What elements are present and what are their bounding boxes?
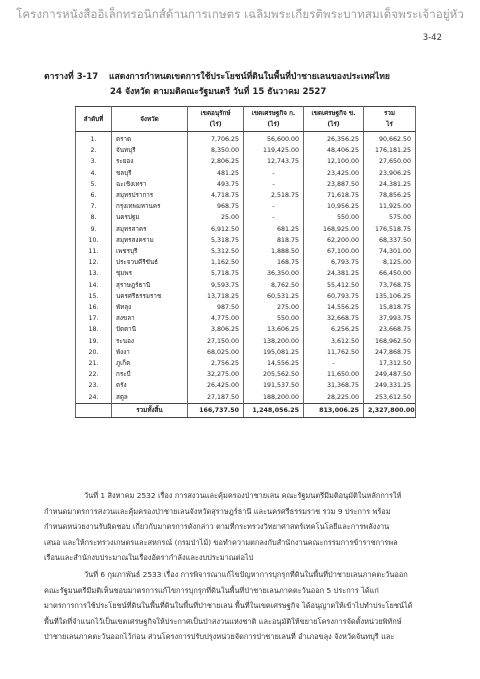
row-total: 23,906.25 — [364, 168, 416, 179]
row-econ-a: 191,537.50 — [244, 380, 304, 391]
row-no: 23. — [76, 380, 112, 391]
row-conservation: 5,318.75 — [188, 235, 244, 246]
row-total: 249,331.25 — [364, 380, 416, 391]
row-econ-a: 550.00 — [244, 313, 304, 324]
paragraph-1 — [44, 488, 436, 566]
row-conservation: 25.00 — [188, 212, 244, 223]
table-body — [76, 132, 416, 404]
row-econ-b: 32,668.75 — [304, 313, 364, 324]
row-province: สมุทรปราการ — [112, 190, 188, 201]
row-province: สมุทรสงคราม — [112, 235, 188, 246]
row-no: 21. — [76, 358, 112, 369]
row-province: จันทบุรี — [112, 145, 188, 156]
row-no: 12. — [76, 257, 112, 268]
row-total: 247,868.75 — [364, 347, 416, 358]
row-province: สุราษฎร์ธานี — [112, 280, 188, 291]
row-province: สงขลา — [112, 313, 188, 324]
row-no: 4. — [76, 168, 112, 179]
table-row — [76, 313, 416, 324]
row-total: 575.00 — [364, 212, 416, 223]
row-conservation: 5,718.75 — [188, 268, 244, 279]
total-all: 2,327,800.00 — [364, 403, 416, 417]
row-province: ระยอง — [112, 156, 188, 167]
row-conservation: 6,912.50 — [188, 224, 244, 235]
row-econ-a: 60,531.25 — [244, 291, 304, 302]
row-econ-a: 138,200.00 — [244, 336, 304, 347]
table-row — [76, 369, 416, 380]
header-econ-b-label: เขตเศรษฐกิจ ข. — [311, 110, 356, 117]
row-province: ฉะเชิงเทรา — [112, 179, 188, 190]
header-conservation-unit: (ไร่) — [209, 121, 222, 128]
row-total: 27,650.00 — [364, 156, 416, 167]
mangrove-zoning-table — [75, 106, 416, 418]
paragraph-line: คณะรัฐมนตรีมีมติเห็นชอบมาตรการแก้ไขการบุกรุกที่ดินในพื้นที่ป่าชายเลนภาคตะวันออก 5 ประการ ได้แก่ — [44, 585, 379, 595]
table-row — [76, 347, 416, 358]
row-conservation: 8,350.00 — [188, 145, 244, 156]
header-conservation — [188, 107, 244, 132]
row-econ-b: 24,381.25 — [304, 268, 364, 279]
row-total: 23,668.75 — [364, 324, 416, 335]
row-province: ระนอง — [112, 336, 188, 347]
row-no: 16. — [76, 302, 112, 313]
row-total: 73,768.75 — [364, 280, 416, 291]
table-row — [76, 190, 416, 201]
row-econ-a: - — [244, 179, 304, 190]
row-conservation: 2,806.25 — [188, 156, 244, 167]
row-conservation: 2,756.25 — [188, 358, 244, 369]
row-total: 168,962.50 — [364, 336, 416, 347]
row-province: ชลบุรี — [112, 168, 188, 179]
row-econ-a: 188,200.00 — [244, 392, 304, 404]
row-econ-b: 67,100.00 — [304, 246, 364, 257]
header-total-unit: ไร่ — [386, 121, 393, 128]
row-econ-a: 1,888.50 — [244, 246, 304, 257]
row-econ-a: 119,425.00 — [244, 145, 304, 156]
row-no: 6. — [76, 190, 112, 201]
row-no: 10. — [76, 235, 112, 246]
paragraph-line: ป่าชายเลนภาคตะวันออกไว้ก่อน ส่วนโครงการปรับปรุงหน่วยจัดการป่าชายเลนที่ อำเภอขลุง จังหวัดจันทบุรี และ — [44, 632, 395, 641]
row-total: 249,487.50 — [364, 369, 416, 380]
row-no: 1. — [76, 132, 112, 146]
row-econ-b: 6,793.75 — [304, 257, 364, 268]
header-econ-a — [244, 107, 304, 132]
row-econ-a: 2,518.75 — [244, 190, 304, 201]
header-conservation-label: เขตอนุรักษ์ — [200, 110, 231, 117]
row-total: 90,662.50 — [364, 132, 416, 146]
row-province: นครปฐม — [112, 212, 188, 223]
row-econ-a: 13,606.25 — [244, 324, 304, 335]
paragraph-2 — [44, 567, 436, 645]
row-province: สมุทรสาคร — [112, 224, 188, 235]
paragraph-line: วันที่ 6 กุมภาพันธ์ 2533 เรื่อง การพิจารณาแก้ไขปัญหาการบุกรุกที่ดินในพื้นที่ป่าชายเลนภาคตะวันออก — [84, 570, 408, 579]
row-conservation: 1,162.50 — [188, 257, 244, 268]
row-no: 19. — [76, 336, 112, 347]
row-province: ประจวบคีรีขันธ์ — [112, 257, 188, 268]
row-econ-b: 62,200.00 — [304, 235, 364, 246]
row-econ-b: - — [304, 358, 364, 369]
row-econ-b: 55,412.50 — [304, 280, 364, 291]
row-total: 66,450.00 — [364, 268, 416, 279]
table-row — [76, 280, 416, 291]
row-total: 15,818.75 — [364, 302, 416, 313]
row-province: กระบี่ — [112, 369, 188, 380]
paragraph-line: กำหนดมาตรการสงวนและคุ้มครองป่าชายเลนจังหวัดสุราษฎร์ธานี และนครศรีธรรมราช รวม 9 ประการ พร้อม — [44, 506, 391, 516]
table-row — [76, 324, 416, 335]
table-row — [76, 246, 416, 257]
row-no: 5. — [76, 179, 112, 190]
table-row — [76, 235, 416, 246]
row-no: 2. — [76, 145, 112, 156]
row-econ-b: 14,556.25 — [304, 302, 364, 313]
header-econ-b-unit: (ไร่) — [327, 121, 340, 128]
book-series-header: โครงการหนังสืออิเล็กทรอนิกส์ด้านการเกษตร เฉลิมพระเกียรติพระบาทสมเด็จพระเจ้าอยู่หัว — [16, 7, 464, 21]
table-row — [76, 168, 416, 179]
row-econ-b: 28,225.00 — [304, 392, 364, 404]
row-province: กรุงเทพมหานคร — [112, 201, 188, 212]
row-conservation: 4,775.00 — [188, 313, 244, 324]
row-econ-b: 3,612.50 — [304, 336, 364, 347]
table-number: ตารางที่ 3-17 — [44, 72, 99, 82]
row-conservation: 26,425.00 — [188, 380, 244, 391]
caption-line-1: แสดงการกำหนดเขตการใช้ประโยชน์ที่ดินในพื้นที่ป่าชายเลนของประเทศไทย — [109, 72, 390, 82]
row-no: 24. — [76, 392, 112, 404]
table-row — [76, 302, 416, 313]
row-econ-a: 168.75 — [244, 257, 304, 268]
row-econ-a: - — [244, 201, 304, 212]
row-province: ภูเก็ต — [112, 358, 188, 369]
row-total: 68,337.50 — [364, 235, 416, 246]
row-total: 17,312.50 — [364, 358, 416, 369]
row-no: 20. — [76, 347, 112, 358]
header-no: ลำดับที่ — [76, 107, 112, 132]
total-econ-b: 813,006.25 — [304, 403, 364, 417]
row-econ-a: 56,600.00 — [244, 132, 304, 146]
row-econ-a: 195,081.25 — [244, 347, 304, 358]
row-econ-b: 23,425.00 — [304, 168, 364, 179]
row-no: 13. — [76, 268, 112, 279]
header-province: จังหวัด — [112, 107, 188, 132]
row-no: 15. — [76, 291, 112, 302]
row-province: สตูล — [112, 392, 188, 404]
row-econ-b: 60,793.75 — [304, 291, 364, 302]
paragraph-line: พื้นที่ใดที่จำแนกไว้เป็นเขตเศรษฐกิจให้ประกาศเป็นป่าสงวนแห่งชาติ และอนุมัติให้ขยายโครงการจัดตั้งหน่วยพิทักษ์ — [44, 616, 402, 626]
row-conservation: 32,275.00 — [188, 369, 244, 380]
table-row — [76, 257, 416, 268]
row-no: 8. — [76, 212, 112, 223]
table-row — [76, 380, 416, 391]
table-header-row — [76, 107, 416, 132]
row-econ-b: 26,356.25 — [304, 132, 364, 146]
row-conservation: 493.75 — [188, 179, 244, 190]
total-conservation: 166,737.50 — [188, 403, 244, 417]
total-no-cell — [76, 403, 112, 417]
header-econ-a-unit: (ไร่) — [267, 121, 280, 128]
row-conservation: 7,706.25 — [188, 132, 244, 146]
table-row — [76, 291, 416, 302]
table-row — [76, 132, 416, 146]
table-row — [76, 224, 416, 235]
paragraph-line: วันที่ 1 สิงหาคม 2532 เรื่อง การสงวนและคุ้มครองป่าชายเลน คณะรัฐมนตรีมีมติอนุมัติในหลักการให้ — [84, 491, 402, 500]
row-province: ตราด — [112, 132, 188, 146]
table-row — [76, 392, 416, 404]
row-econ-b: 71,618.75 — [304, 190, 364, 201]
row-econ-a: 818.75 — [244, 235, 304, 246]
table-total-row — [76, 403, 416, 417]
row-no: 9. — [76, 224, 112, 235]
row-province: ชุมพร — [112, 268, 188, 279]
row-econ-b: 11,650.00 — [304, 369, 364, 380]
row-conservation: 27,150.00 — [188, 336, 244, 347]
row-no: 22. — [76, 369, 112, 380]
row-conservation: 987.50 — [188, 302, 244, 313]
row-econ-a: 205,562.50 — [244, 369, 304, 380]
row-total: 253,612.50 — [364, 392, 416, 404]
row-total: 78,856.25 — [364, 190, 416, 201]
header-econ-a-label: เขตเศรษฐกิจ ก. — [251, 110, 296, 117]
table-row — [76, 212, 416, 223]
row-conservation: 27,187.50 — [188, 392, 244, 404]
row-no: 7. — [76, 201, 112, 212]
total-econ-a: 1,248,056.25 — [244, 403, 304, 417]
table-row — [76, 268, 416, 279]
header-econ-b — [304, 107, 364, 132]
row-total: 74,301.00 — [364, 246, 416, 257]
table-row — [76, 145, 416, 156]
row-econ-b: 31,368.75 — [304, 380, 364, 391]
paragraph-line: เสนอ และให้กระทรวงเกษตรและสหกรณ์ (กรมป่าไม้) ขอทำความตกลงกับสำนักงานคณะกรรมการข้าราชการพล — [44, 537, 398, 547]
row-total: 24,381.25 — [364, 179, 416, 190]
table-row — [76, 179, 416, 190]
row-econ-b: 23,887.50 — [304, 179, 364, 190]
row-econ-a: 14,556.25 — [244, 358, 304, 369]
row-econ-b: 48,406.25 — [304, 145, 364, 156]
row-econ-a: 12,743.75 — [244, 156, 304, 167]
table-row — [76, 358, 416, 369]
table-row — [76, 201, 416, 212]
row-total: 135,106.25 — [364, 291, 416, 302]
row-econ-a: - — [244, 212, 304, 223]
row-no: 18. — [76, 324, 112, 335]
row-econ-b: 6,256.25 — [304, 324, 364, 335]
row-conservation: 4,718.75 — [188, 190, 244, 201]
row-no: 3. — [76, 156, 112, 167]
row-total: 176,518.75 — [364, 224, 416, 235]
row-province: เพชรบุรี — [112, 246, 188, 257]
table-row — [76, 156, 416, 167]
row-econ-b: 550.00 — [304, 212, 364, 223]
table-row — [76, 336, 416, 347]
row-econ-a: 36,350.00 — [244, 268, 304, 279]
row-province: พัทลุง — [112, 302, 188, 313]
row-conservation: 3,806.25 — [188, 324, 244, 335]
total-label: รวมทั้งสิ้น — [112, 403, 188, 417]
row-conservation: 5,312.50 — [188, 246, 244, 257]
table-caption — [44, 70, 444, 100]
header-total — [364, 107, 416, 132]
row-econ-a: 8,762.50 — [244, 280, 304, 291]
row-province: นครศรีธรรมราช — [112, 291, 188, 302]
row-conservation: 68,025.00 — [188, 347, 244, 358]
row-no: 11. — [76, 246, 112, 257]
row-econ-a: 681.25 — [244, 224, 304, 235]
row-econ-a: - — [244, 168, 304, 179]
caption-line-2: 24 จังหวัด ตามมติคณะรัฐมนตรี วันที่ 15 ธันวาคม 2527 — [110, 87, 327, 97]
paragraph-line: มาตรการการใช้ประโยชน์ที่ดินในพื้นที่ดินในพื้นที่ป่าชายเลน พื้นที่ในเขตเศรษฐกิจ ได้อนุญาตให้เข้าไปทำประโยชน์ได้ — [44, 601, 413, 610]
row-total: 8,125.00 — [364, 257, 416, 268]
row-total: 176,181.25 — [364, 145, 416, 156]
row-conservation: 481.25 — [188, 168, 244, 179]
paragraph-line: เรือนและสำนักงบประมาณในเรื่องอัตรากำลังและงบประมาณต่อไป — [44, 553, 254, 562]
row-no: 14. — [76, 280, 112, 291]
row-no: 17. — [76, 313, 112, 324]
page-number: 3-42 — [422, 33, 442, 43]
row-conservation: 13,718.25 — [188, 291, 244, 302]
row-conservation: 968.75 — [188, 201, 244, 212]
row-province: พังงา — [112, 347, 188, 358]
row-total: 11,925.00 — [364, 201, 416, 212]
row-econ-b: 12,100.00 — [304, 156, 364, 167]
row-conservation: 9,593.75 — [188, 280, 244, 291]
row-econ-b: 10,956.25 — [304, 201, 364, 212]
row-total: 37,993.75 — [364, 313, 416, 324]
row-econ-b: 168,925.00 — [304, 224, 364, 235]
row-econ-a: 275.00 — [244, 302, 304, 313]
row-econ-b: 11,762.50 — [304, 347, 364, 358]
paragraph-line: กำหนดหน่วยงานรับผิดชอบ เกี่ยวกับมาตรการดังกล่าว ตามที่กระทรวงวิทยาศาสตร์เทคโนโลยีและการพลังงาน — [44, 522, 390, 531]
row-province: ตรัง — [112, 380, 188, 391]
header-total-label: รวม — [383, 110, 396, 117]
row-province: ปัตตานี — [112, 324, 188, 335]
